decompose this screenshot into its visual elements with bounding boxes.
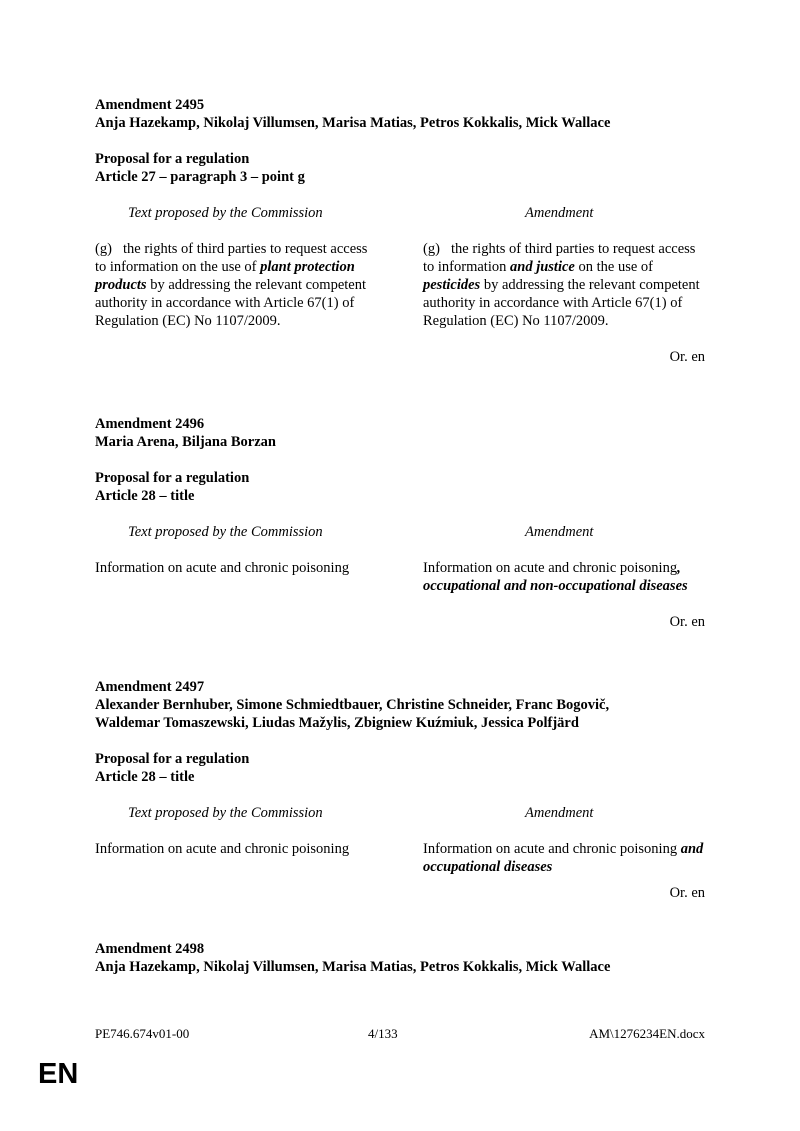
footer-reference: PE746.674v01-00: [95, 1026, 190, 1041]
amendment-heading: Amendment: [525, 805, 594, 821]
proposal-label: Proposal for a regulation: [95, 151, 250, 167]
footer-filename: AM\1276234EN.docx: [589, 1026, 705, 1041]
comparison-columns: [95, 559, 705, 613]
commission-text-heading: Text proposed by the Commission: [128, 205, 323, 221]
changed-text-run: , occupational and non-occupational diseases: [423, 560, 688, 594]
amended-text: [423, 559, 705, 595]
amendment-authors: Anja Hazekamp, Nikolaj Villumsen, Marisa Matias, Petros Kokkalis, Mick Wallace: [95, 959, 611, 975]
changed-text-run: pesticides: [423, 277, 481, 293]
commission-text-heading: Text proposed by the Commission: [128, 524, 323, 540]
text-run: Information on acute and chronic poisoning: [95, 841, 350, 857]
amendment-heading: Amendment: [525, 205, 594, 221]
changed-text-run: and justice: [510, 259, 575, 275]
column-headings: [95, 204, 705, 222]
original-language-row: [95, 613, 705, 631]
amendment-authors: Alexander Bernhuber, Simone Schmiedtbauer, Christine Schneider, Franc Bogovič,: [95, 697, 610, 713]
text-run: on the use of: [574, 259, 653, 275]
comparison-columns: [95, 240, 705, 348]
amendment-heading: Amendment: [525, 524, 594, 540]
amendment-authors: Maria Arena, Biljana Borzan: [95, 434, 276, 450]
commission-text: [95, 840, 377, 858]
text-run: Information on acute and chronic poisoning: [423, 841, 681, 857]
amendment-authors: Waldemar Tomaszewski, Liudas Mažylis, Zbigniew Kuźmiuk, Jessica Polfjärd: [95, 715, 579, 731]
text-run: by addressing the relevant competent authority in accordance with Article 67(1) of Regulation (EC) No 1107/2009.: [423, 277, 700, 329]
text-run: the rights of third parties to request access to information: [423, 241, 696, 275]
amended-text: [423, 840, 705, 876]
amendment-number: Amendment 2495: [95, 97, 205, 113]
column-headings: [95, 523, 705, 541]
amendment-number: Amendment 2496: [95, 416, 205, 432]
proposal-label: Proposal for a regulation: [95, 470, 250, 486]
original-language: Or. en: [669, 885, 705, 901]
changed-text-run: and occupational diseases: [423, 841, 704, 875]
original-language-row: [95, 348, 705, 366]
point-label: (g): [95, 241, 112, 257]
amendment-block: [95, 415, 705, 631]
article-reference: Article 28 – title: [95, 769, 195, 785]
point-label: (g): [423, 241, 440, 257]
amendment-number: Amendment 2497: [95, 679, 205, 695]
column-headings: [95, 804, 705, 822]
original-language: Or. en: [669, 349, 705, 365]
commission-text-heading: Text proposed by the Commission: [128, 805, 323, 821]
article-reference: Article 27 – paragraph 3 – point g: [95, 169, 305, 185]
commission-text: [95, 559, 377, 577]
amendment-block: [95, 940, 705, 976]
proposal-label: Proposal for a regulation: [95, 751, 250, 767]
original-language: Or. en: [669, 614, 705, 630]
amendment-authors: Anja Hazekamp, Nikolaj Villumsen, Marisa Matias, Petros Kokkalis, Mick Wallace: [95, 115, 611, 131]
text-run: the rights of third parties to request access to information on the use of: [95, 241, 368, 275]
amended-text: [423, 240, 705, 330]
text-run: Information on acute and chronic poisoning: [95, 560, 350, 576]
article-reference: Article 28 – title: [95, 488, 195, 504]
language-mark: EN: [38, 1058, 79, 1090]
comparison-columns: [95, 840, 705, 876]
amendment-block: [95, 678, 705, 902]
footer-page-number: 4/133: [368, 1026, 398, 1041]
commission-text: [95, 240, 377, 330]
amendment-block: [95, 96, 705, 366]
text-run: Information on acute and chronic poisoning: [423, 560, 678, 576]
original-language-row: [95, 884, 705, 902]
text-run: by addressing the relevant competent authority in accordance with Article 67(1) of Regulation (EC) No 1107/2009.: [95, 277, 367, 329]
amendment-number: Amendment 2498: [95, 941, 205, 957]
changed-text-run: plant protection products: [95, 259, 355, 293]
